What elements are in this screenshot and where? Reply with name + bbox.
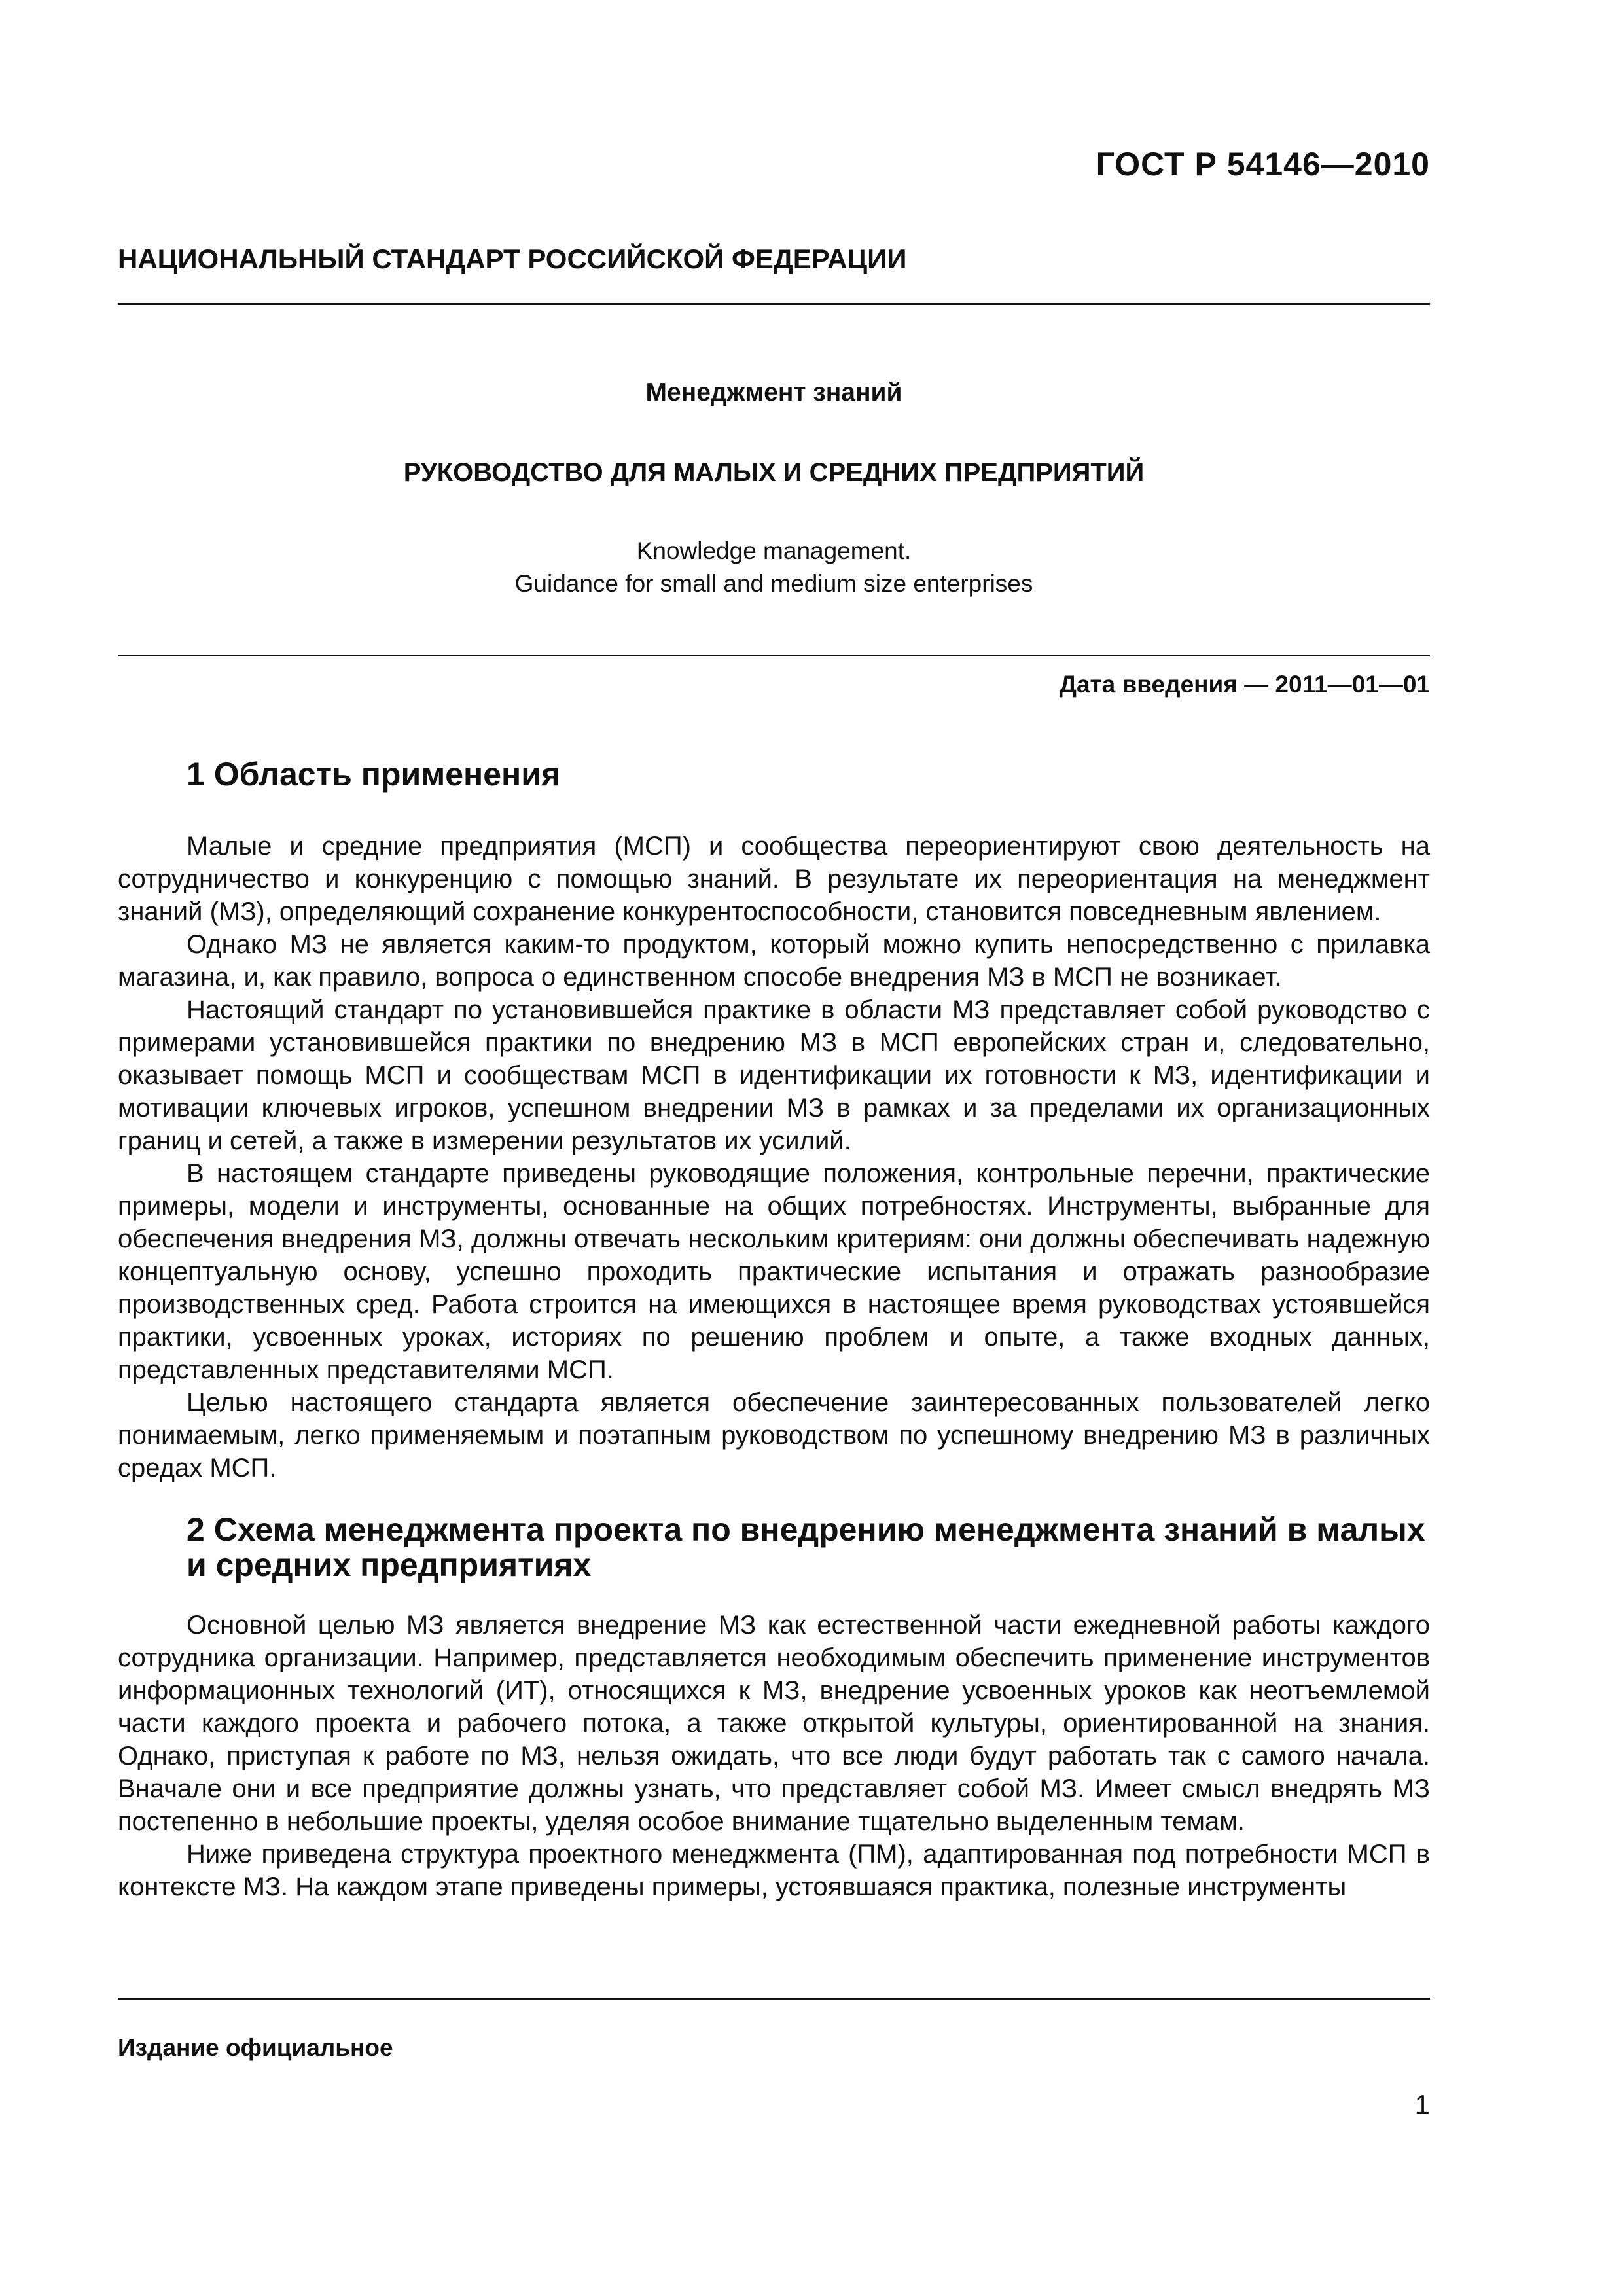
national-standard-banner: НАЦИОНАЛЬНЫЙ СТАНДАРТ РОССИЙСКОЙ ФЕДЕРАЦИИ	[118, 243, 907, 274]
section-2-heading: 2 Схема менеджмента проекта по внедрению менеджмента знаний в малых	[187, 1511, 1425, 1548]
paragraph: Ниже приведена структура проектного менеджмента (ПМ), адаптированная под потребности МСП в контексте МЗ. На каждом этапе приведены примеры, устоявшаяся практика, полезные инструменты	[118, 1840, 1430, 1901]
paragraph: Малые и средние предприятия (МСП) и сообщества переориентируют свою деятельность на сотрудничество и конкуренцию с помощью знаний. В результате их переориентация на менеджмент знаний (МЗ), определяющий сохранение конкурентоспособности, становится повседневным явлением.	[118, 832, 1430, 926]
section-1-body	[118, 830, 1430, 1484]
paragraph: В настоящем стандарте приведены руководящие положения, контрольные перечни, практические примеры, модели и инструменты, основанные на общих потребностях. Инструменты, выбранные для обеспечения внедрения МЗ, должны отвечать нескольким критериям: они должны обеспечивать надежную концептуальную основу, успешно проходить практические испытания и отражать разнообразие производственных сред. Работа строится на имеющихся в настоящее время руководствах устоявшейся практики, усвоенных уроках, историях по решению проблем и опыте, а также входных данных, представленных представителями МСП.	[118, 1159, 1430, 1384]
official-edition-label: Издание официальное	[118, 2034, 393, 2061]
section-2-body	[118, 1609, 1430, 1903]
page-number: 1	[1414, 2089, 1430, 2120]
english-title-line-1: Knowledge management.	[636, 537, 912, 564]
introduction-date: Дата введения — 2011—01—01	[1059, 671, 1430, 698]
paragraph: Основной целью МЗ является внедрение МЗ как естественной части ежедневной работы каждого сотрудника организации. Например, представляется необходимым обеспечить применение инструментов информационных технологий (ИТ), относящихся к МЗ, внедрение усвоенных уроков как неотъемлемой части каждого проекта и рабочего потока, а также открытой культуры, ориентированной на знания. Однако, приступая к работе по МЗ, нельзя ожидать, что все люди будут работать так с самого начала. Вначале они и все предприятие должны узнать, что представляет собой МЗ. Имеет смысл внедрять МЗ постепенно в небольшие проекты, уделяя особое внимание тщательно выделенным темам.	[118, 1611, 1430, 1836]
divider-top	[118, 303, 1430, 305]
english-title-line-2: Guidance for small and medium size enterprises	[514, 570, 1033, 597]
standard-subject: Менеджмент знаний	[645, 378, 902, 406]
paragraph: Однако МЗ не является каким-то продуктом, который можно купить непосредственно с прилавка магазина, и, как правило, вопроса о единственном способе внедрения МЗ в МСП не возникает.	[118, 930, 1430, 992]
gost-code: ГОСТ Р 54146—2010	[1096, 146, 1430, 183]
paragraph: Целью настоящего стандарта является обеспечение заинтересованных пользователей легко понимаемым, легко применяемым и поэтапным руководством по успешному внедрению МЗ в различных средах МСП.	[118, 1388, 1430, 1482]
section-1-heading: 1 Область применения	[187, 756, 561, 793]
divider-title	[118, 655, 1430, 656]
standard-title: РУКОВОДСТВО ДЛЯ МАЛЫХ И СРЕДНИХ ПРЕДПРИЯТИЙ	[403, 458, 1145, 487]
section-2-heading-continued: и средних предприятиях	[187, 1547, 592, 1583]
paragraph: Настоящий стандарт по установившейся практике в области МЗ представляет собой руководство с примерами установившейся практики по внедрению МЗ в МСП европейских стран и, следовательно, оказывает помощь МСП и сообществам МСП в идентификации их готовности к МЗ, идентификации и мотивации ключевых игроков, успешном внедрении МЗ в рамках и за пределами их организационных границ и сетей, а также в измерении результатов их усилий.	[118, 996, 1430, 1155]
divider-footer	[118, 1998, 1430, 2000]
english-title	[118, 535, 1430, 600]
